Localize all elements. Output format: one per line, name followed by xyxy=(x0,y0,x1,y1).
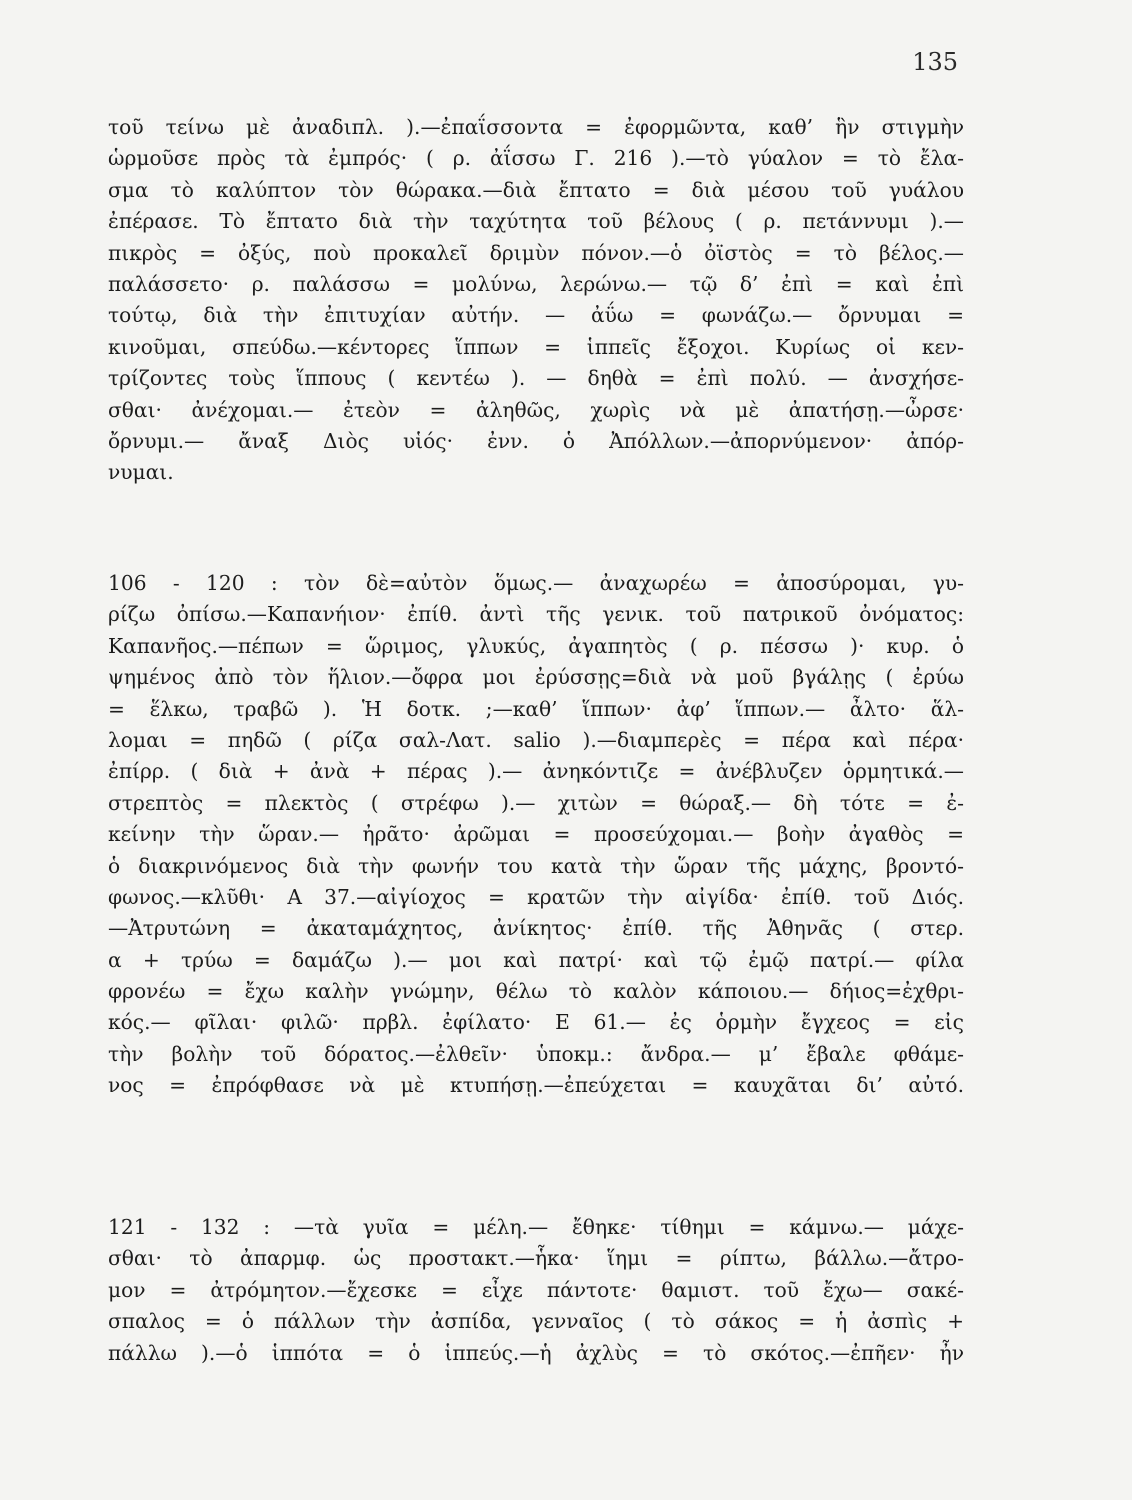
text-line: τρίζοντες τοὺς ἵππους ( κεντέω ). — δηθὰ = ἐπὶ πολύ. — ἀνσχήσε- xyxy=(108,366,964,391)
text-line: σθαι· ἀνέχομαι.— ἐτεὸν = ἀληθῶς, χωρὶς νὰ μὲ ἀπατήσῃ.—ὦρσε· xyxy=(108,397,964,422)
text-line: ψημένος ἀπὸ τὸν ἥλιον.—ὄφρα μοι ἐρύσσῃς=διὰ νὰ μοῦ βγάλῃς ( ἐρύω xyxy=(108,665,964,690)
text-line: πάλλω ).—ὁ ἱππότα = ὁ ἱππεύς.—ἡ ἀχλὺς = τὸ σκότος.—ἐπῆεν· ἦν xyxy=(108,1340,964,1365)
text-line: νος = ἐπρόφθασε νὰ μὲ κτυπήσῃ.—ἐπεύχεται = καυχᾶται δι’ αὐτό. xyxy=(108,1073,964,1098)
paragraph-3 xyxy=(108,1212,964,1369)
text-line: πικρὸς = ὀξύς, ποὺ προκαλεῖ δριμὺν πόνον.—ὁ ὀϊστὸς = τὸ βέλος.— xyxy=(108,240,964,265)
paragraph-1 xyxy=(108,112,964,489)
text-line: τοῦ τείνω μὲ ἀναδιπλ. ).—ἐπαΐσσοντα = ἐφορμῶντα, καθ’ ἣν στιγμὴν xyxy=(108,115,964,139)
text-line: τὴν βολὴν τοῦ δόρατος.—ἐλθεῖν· ὑποκμ.: ἄνδρα.— μ’ ἔβαλε φθάμε- xyxy=(108,1041,964,1066)
text-line: ρίζω ὀπίσω.—Καπανήιον· ἐπίθ. ἀντὶ τῆς γενικ. τοῦ πατρικοῦ ὀνόματος: xyxy=(108,602,964,627)
text-line: κείνην τὴν ὥραν.— ἠρᾶτο· ἀρῶμαι = προσεύχομαι.— βοὴν ἀγαθὸς = xyxy=(108,822,964,847)
text-line: ὄρνυμι.— ἄναξ Διὸς υἱός· ἐνν. ὁ Ἀπόλλων.—ἀπορνύμενον· ἀπόρ- xyxy=(108,428,964,453)
text-line: ἐπίρρ. ( διὰ + ἀνὰ + πέρας ).— ἀνηκόντιζε = ἀνέβλυζεν ὁρμητικά.— xyxy=(108,759,964,784)
text-line: ἐπέρασε. Τὸ ἔπτατο διὰ τὴν ταχύτητα τοῦ βέλους ( ρ. πετάννυμι ).— xyxy=(108,209,964,234)
text-line: ὁ διακρινόμενος διὰ τὴν φωνήν του κατὰ τὴν ὥραν τῆς μάχης, βροντό- xyxy=(108,853,964,878)
text-line: σπαλος = ὁ πάλλων τὴν ἀσπίδα, γενναῖος ( τὸ σάκος = ἡ ἀσπὶς + xyxy=(108,1309,964,1334)
text-line: παλάσσετο· ρ. παλάσσω = μολύνω, λερώνω.— τῷ δ’ ἐπὶ = καὶ ἐπὶ xyxy=(108,271,964,296)
text-line: φωνος.—κλῦθι· Α 37.—αἰγίοχος = κρατῶν τὴν αἰγίδα· ἐπίθ. τοῦ Διός. xyxy=(108,884,964,909)
text-line: τούτῳ, διὰ τὴν ἐπιτυχίαν αὐτήν. — ἀΰω = φωνάζω.— ὄρνυμαι = xyxy=(108,303,964,328)
text-line: κινοῦμαι, σπεύδω.—κέντορες ἵππων = ἱππεῖς ἔξοχοι. Κυρίως οἱ κεν- xyxy=(108,334,964,359)
text-line: Καπανῆος.—πέπων = ὥριμος, γλυκύς, ἀγαπητὸς ( ρ. πέσσω )· κυρ. ὁ xyxy=(108,633,964,658)
text-line: α + τρύω = δαμάζω ).— μοι καὶ πατρί· καὶ τῷ ἐμῷ πατρί.— φίλα xyxy=(108,947,964,972)
text-line: σθαι· τὸ ἀπαρμφ. ὡς προστακτ.—ἧκα· ἵημι = ρίπτω, βάλλω.—ἄτρο- xyxy=(108,1246,964,1271)
text-line: σμα τὸ καλύπτον τὸν θώρακα.—διὰ ἔπτατο = διὰ μέσου τοῦ γυάλου xyxy=(108,177,964,202)
paragraph-2 xyxy=(108,568,964,1102)
page-number: 135 xyxy=(912,48,958,76)
text-line: μον = ἀτρόμητον.—ἔχεσκε = εἶχε πάντοτε· θαμιστ. τοῦ ἔχω— σακέ- xyxy=(108,1277,964,1302)
text-line: = ἕλκω, τραβῶ ). Ἡ δοτκ. ;—καθ’ ἵππων· ἀφ’ ἵππων.— ἆλτο· ἅλ- xyxy=(108,696,964,721)
text-line: ὡρμοῦσε πρὸς τὰ ἐμπρός· ( ρ. ἀΐσσω Γ. 216 ).—τὸ γύαλον = τὸ ἔλα- xyxy=(108,146,964,171)
text-line: φρονέω = ἔχω καλὴν γνώμην, θέλω τὸ καλὸν κάποιου.— δήιος=ἐχθρι- xyxy=(108,979,964,1004)
text-line: 121 - 132 : —τὰ γυῖα = μέλη.— ἔθηκε· τίθημι = κάμνω.— μάχε- xyxy=(108,1215,964,1239)
text-line: στρεπτὸς = πλεκτὸς ( στρέφω ).— χιτὼν = θώραξ.— δὴ τότε = ἐ- xyxy=(108,790,964,815)
text-line: λομαι = πηδῶ ( ρίζα σαλ-Λατ. salio ).—διαμπερὲς = πέρα καὶ πέρα· xyxy=(108,727,964,752)
text-line: κός.— φῖλαι· φιλῶ· πρβλ. ἐφίλατο· Ε 61.— ἐς ὁρμὴν ἔγχεος = εἰς xyxy=(108,1010,964,1035)
text-line: 106 - 120 : τὸν δὲ=αὐτὸν ὅμως.— ἀναχωρέω = ἀποσύρομαι, γυ- xyxy=(108,571,964,595)
text-line: —Ἀτρυτώνη = ἀκαταμάχητος, ἀνίκητος· ἐπίθ. τῆς Ἀθηνᾶς ( στερ. xyxy=(108,916,964,941)
text-line: νυμαι. xyxy=(108,460,174,485)
